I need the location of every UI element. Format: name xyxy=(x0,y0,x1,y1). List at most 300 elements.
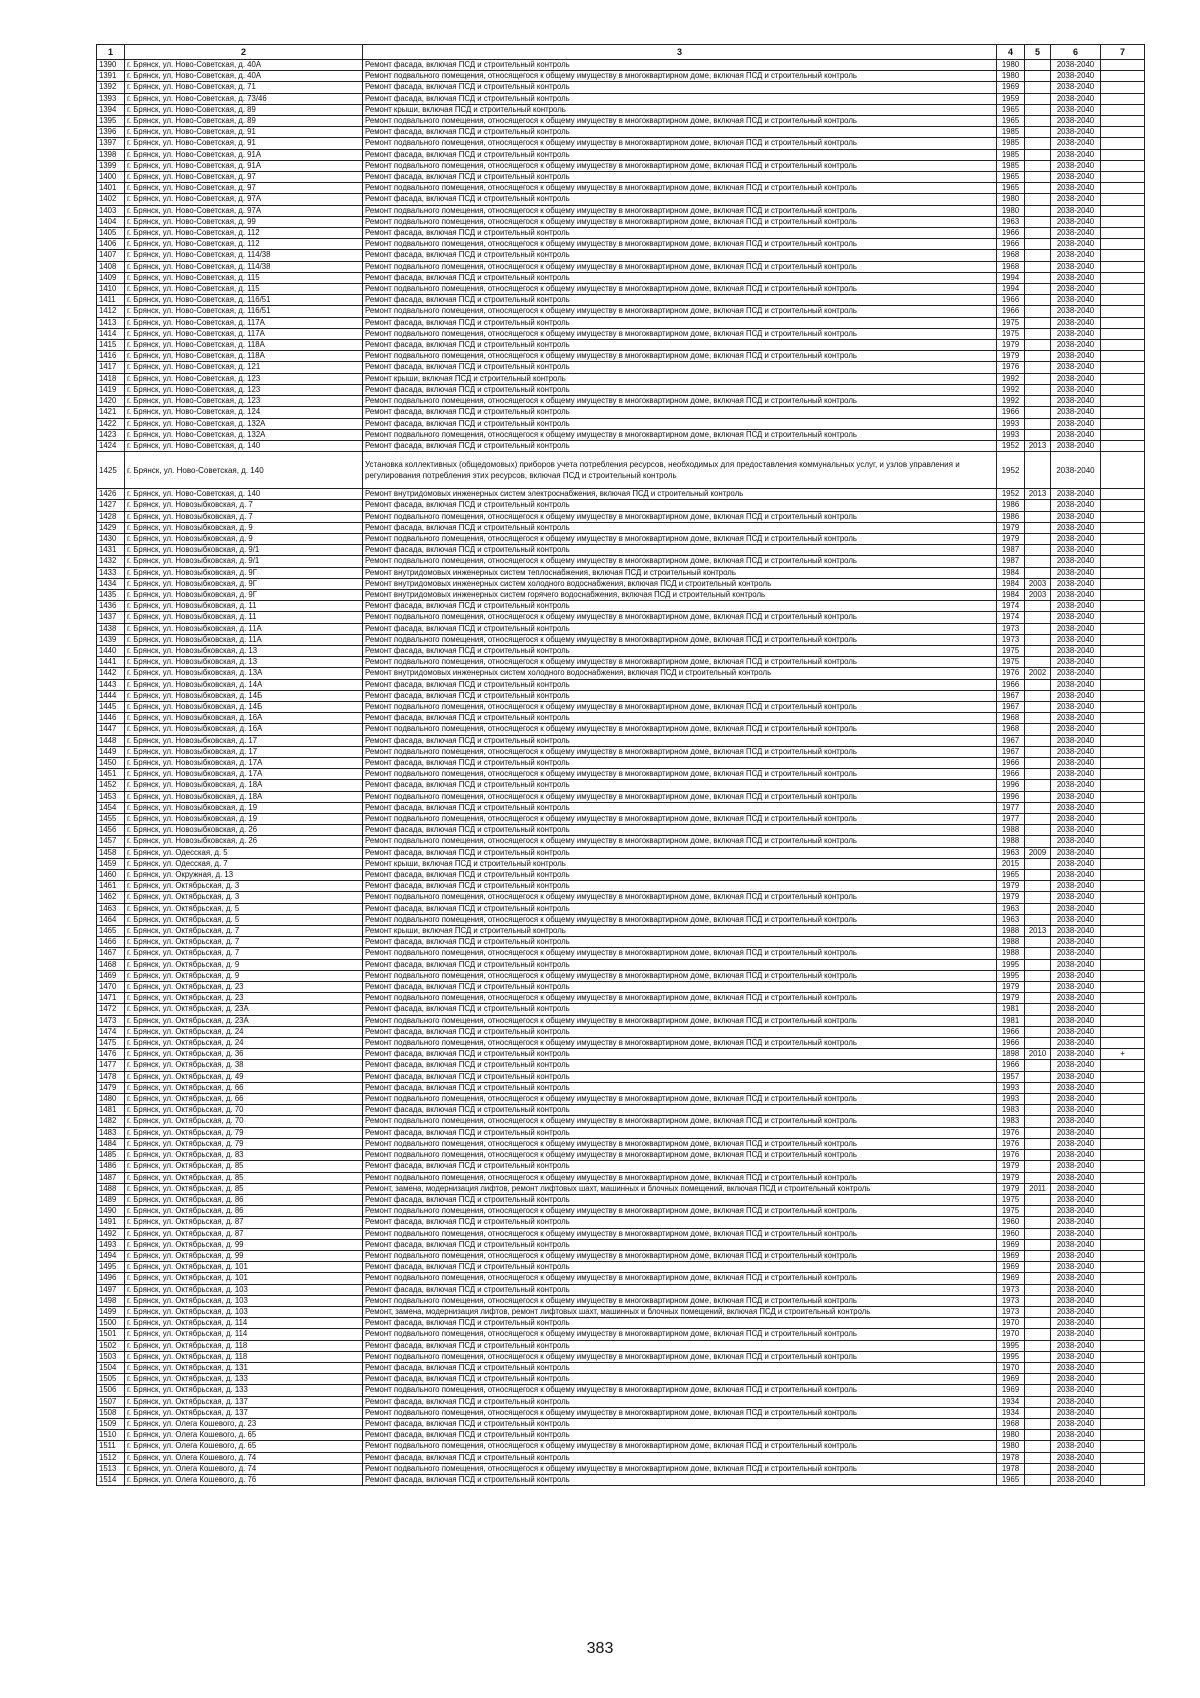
table-row xyxy=(97,1295,1145,1306)
planned-period-cell: 2038-2040 xyxy=(1051,993,1101,1004)
row-number-cell: 1495 xyxy=(97,1262,125,1273)
address-cell: г. Брянск, ул. Новозыбковская, д. 19 xyxy=(125,814,363,825)
row-number-cell: 1483 xyxy=(97,1127,125,1138)
planned-period-cell: 2038-2040 xyxy=(1051,1004,1101,1015)
address-cell: г. Брянск, ул. Октябрьская, д. 49 xyxy=(125,1071,363,1082)
year-built-cell: 1965 xyxy=(997,172,1025,183)
year-built-cell: 1979 xyxy=(997,892,1025,903)
year-built-cell: 1983 xyxy=(997,1116,1025,1127)
mark-cell xyxy=(1101,1306,1145,1317)
row-number-cell: 1440 xyxy=(97,645,125,656)
year-built-cell: 1963 xyxy=(997,914,1025,925)
table-row xyxy=(97,71,1145,82)
row-number-cell: 1493 xyxy=(97,1239,125,1250)
last-repair-year-cell xyxy=(1025,1463,1051,1474)
last-repair-year-cell xyxy=(1025,149,1051,160)
address-cell: г. Брянск, ул. Октябрьская, д. 131 xyxy=(125,1362,363,1373)
year-built-cell: 1973 xyxy=(997,1295,1025,1306)
address-cell: г. Брянск, ул. Ново-Советская, д. 91 xyxy=(125,127,363,138)
row-number-cell: 1470 xyxy=(97,982,125,993)
last-repair-year-cell xyxy=(1025,746,1051,757)
mark-cell xyxy=(1101,589,1145,600)
last-repair-year-cell xyxy=(1025,1194,1051,1205)
work-type-cell: Ремонт подвального помещения, относящегося к общему имуществу в многоквартирном доме, включая ПСД и строительный контроль xyxy=(363,769,997,780)
planned-period-cell: 2038-2040 xyxy=(1051,452,1101,489)
last-repair-year-cell xyxy=(1025,1329,1051,1340)
planned-period-cell: 2038-2040 xyxy=(1051,556,1101,567)
planned-period-cell: 2038-2040 xyxy=(1051,1262,1101,1273)
row-number-cell: 1400 xyxy=(97,172,125,183)
row-number-cell: 1408 xyxy=(97,261,125,272)
year-built-cell: 1977 xyxy=(997,802,1025,813)
address-cell: г. Брянск, ул. Октябрьская, д. 66 xyxy=(125,1082,363,1093)
row-number-cell: 1434 xyxy=(97,578,125,589)
row-number-cell: 1441 xyxy=(97,657,125,668)
year-built-cell: 1976 xyxy=(997,1138,1025,1149)
row-number-cell: 1503 xyxy=(97,1351,125,1362)
work-type-cell: Ремонт подвального помещения, относящегося к общему имуществу в многоквартирном доме, включая ПСД и строительный контроль xyxy=(363,205,997,216)
table-row xyxy=(97,1273,1145,1284)
planned-period-cell: 2038-2040 xyxy=(1051,1094,1101,1105)
address-cell: г. Брянск, ул. Олега Кошевого, д. 65 xyxy=(125,1430,363,1441)
last-repair-year-cell xyxy=(1025,1441,1051,1452)
year-built-cell: 1980 xyxy=(997,205,1025,216)
row-number-cell: 1459 xyxy=(97,858,125,869)
work-type-cell: Ремонт подвального помещения, относящегося к общему имуществу в многоквартирном доме, включая ПСД и строительный контроль xyxy=(363,791,997,802)
address-cell: г. Брянск, ул. Новозыбковская, д. 17А xyxy=(125,757,363,768)
planned-period-cell: 2038-2040 xyxy=(1051,250,1101,261)
last-repair-year-cell xyxy=(1025,1396,1051,1407)
header-col-7: 7 xyxy=(1101,45,1145,60)
address-cell: г. Брянск, ул. Ново-Советская, д. 91А xyxy=(125,149,363,160)
row-number-cell: 1447 xyxy=(97,724,125,735)
planned-period-cell: 2038-2040 xyxy=(1051,418,1101,429)
year-built-cell: 1966 xyxy=(997,407,1025,418)
table-row xyxy=(97,814,1145,825)
year-built-cell: 1995 xyxy=(997,959,1025,970)
work-type-cell: Ремонт фасада, включая ПСД и строительный контроль xyxy=(363,1194,997,1205)
mark-cell xyxy=(1101,1329,1145,1340)
mark-cell xyxy=(1101,556,1145,567)
last-repair-year-cell xyxy=(1025,1295,1051,1306)
year-built-cell: 1969 xyxy=(997,1262,1025,1273)
work-type-cell: Ремонт подвального помещения, относящегося к общему имуществу в многоквартирном доме, включая ПСД и строительный контроль xyxy=(363,1228,997,1239)
last-repair-year-cell xyxy=(1025,1150,1051,1161)
mark-cell xyxy=(1101,418,1145,429)
last-repair-year-cell: 2013 xyxy=(1025,440,1051,451)
planned-period-cell: 2038-2040 xyxy=(1051,1396,1101,1407)
planned-period-cell: 2038-2040 xyxy=(1051,306,1101,317)
work-type-cell: Ремонт фасада, включая ПСД и строительный контроль xyxy=(363,272,997,283)
mark-cell xyxy=(1101,578,1145,589)
mark-cell xyxy=(1101,914,1145,925)
mark-cell xyxy=(1101,239,1145,250)
year-built-cell: 1979 xyxy=(997,982,1025,993)
row-number-cell: 1486 xyxy=(97,1161,125,1172)
planned-period-cell: 2038-2040 xyxy=(1051,657,1101,668)
work-type-cell: Ремонт подвального помещения, относящегося к общему имуществу в многоквартирном доме, включая ПСД и строительный контроль xyxy=(363,1329,997,1340)
year-built-cell: 1952 xyxy=(997,452,1025,489)
address-cell: г. Брянск, ул. Новозыбковская, д. 13А xyxy=(125,668,363,679)
address-cell: г. Брянск, ул. Октябрьская, д. 23 xyxy=(125,993,363,1004)
mark-cell xyxy=(1101,1262,1145,1273)
last-repair-year-cell xyxy=(1025,295,1051,306)
work-type-cell: Ремонт фасада, включая ПСД и строительный контроль xyxy=(363,1284,997,1295)
row-number-cell: 1392 xyxy=(97,82,125,93)
work-type-cell: Ремонт подвального помещения, относящегося к общему имуществу в многоквартирном доме, включая ПСД и строительный контроль xyxy=(363,160,997,171)
table-row xyxy=(97,1340,1145,1351)
table-row xyxy=(97,825,1145,836)
work-type-cell: Ремонт внутридомовых инженерных систем холодного водоснабжения, включая ПСД и строительный контроль xyxy=(363,578,997,589)
year-built-cell: 1969 xyxy=(997,1374,1025,1385)
row-number-cell: 1390 xyxy=(97,60,125,71)
table-row xyxy=(97,769,1145,780)
planned-period-cell: 2038-2040 xyxy=(1051,1038,1101,1049)
table-row xyxy=(97,1407,1145,1418)
address-cell: г. Брянск, ул. Ново-Советская, д. 123 xyxy=(125,396,363,407)
page-number: 383 xyxy=(586,1640,614,1657)
year-built-cell: 1979 xyxy=(997,522,1025,533)
table-row xyxy=(97,1217,1145,1228)
planned-period-cell: 2038-2040 xyxy=(1051,396,1101,407)
planned-period-cell: 2038-2040 xyxy=(1051,149,1101,160)
table-row xyxy=(97,261,1145,272)
planned-period-cell: 2038-2040 xyxy=(1051,970,1101,981)
address-cell: г. Брянск, ул. Октябрьская, д. 137 xyxy=(125,1396,363,1407)
row-number-cell: 1404 xyxy=(97,216,125,227)
last-repair-year-cell xyxy=(1025,780,1051,791)
mark-cell xyxy=(1101,1116,1145,1127)
table-row xyxy=(97,713,1145,724)
work-type-cell: Ремонт подвального помещения, относящегося к общему имуществу в многоквартирном доме, включая ПСД и строительный контроль xyxy=(363,1385,997,1396)
table-row xyxy=(97,340,1145,351)
table-row xyxy=(97,623,1145,634)
planned-period-cell: 2038-2040 xyxy=(1051,1407,1101,1418)
year-built-cell: 1980 xyxy=(997,194,1025,205)
work-type-cell: Ремонт фасада, включая ПСД и строительный контроль xyxy=(363,645,997,656)
work-type-cell: Ремонт подвального помещения, относящегося к общему имуществу в многоквартирном доме, включая ПСД и строительный контроль xyxy=(363,1250,997,1261)
mark-cell xyxy=(1101,724,1145,735)
work-type-cell: Ремонт фасада, включая ПСД и строительный контроль xyxy=(363,780,997,791)
last-repair-year-cell xyxy=(1025,567,1051,578)
planned-period-cell: 2038-2040 xyxy=(1051,679,1101,690)
table-row xyxy=(97,1049,1145,1060)
address-cell: г. Брянск, ул. Октябрьская, д. 87 xyxy=(125,1217,363,1228)
row-number-cell: 1448 xyxy=(97,735,125,746)
work-type-cell: Ремонт подвального помещения, относящегося к общему имуществу в многоквартирном доме, включая ПСД и строительный контроль xyxy=(363,970,997,981)
table-row xyxy=(97,1127,1145,1138)
work-type-cell: Ремонт фасада, включая ПСД и строительный контроль xyxy=(363,60,997,71)
planned-period-cell: 2038-2040 xyxy=(1051,239,1101,250)
work-type-cell: Ремонт фасада, включая ПСД и строительный контроль xyxy=(363,127,997,138)
address-cell: г. Брянск, ул. Октябрьская, д. 9 xyxy=(125,970,363,981)
table-row xyxy=(97,1239,1145,1250)
planned-period-cell: 2038-2040 xyxy=(1051,1026,1101,1037)
table-row xyxy=(97,926,1145,937)
year-built-cell: 1988 xyxy=(997,948,1025,959)
mark-cell xyxy=(1101,362,1145,373)
last-repair-year-cell xyxy=(1025,1060,1051,1071)
address-cell: г. Брянск, ул. Олега Кошевого, д. 65 xyxy=(125,1441,363,1452)
table-row xyxy=(97,1306,1145,1317)
last-repair-year-cell xyxy=(1025,93,1051,104)
work-type-cell: Ремонт фасада, включая ПСД и строительный контроль xyxy=(363,1374,997,1385)
work-type-cell: Ремонт, замена, модернизация лифтов, ремонт лифтовых шахт, машинных и блочных помещений, включая ПСД и строительный контроль xyxy=(363,1183,997,1194)
address-cell: г. Брянск, ул. Олега Кошевого, д. 76 xyxy=(125,1474,363,1485)
mark-cell xyxy=(1101,1295,1145,1306)
planned-period-cell: 2038-2040 xyxy=(1051,881,1101,892)
work-type-cell: Ремонт подвального помещения, относящегося к общему имуществу в многоквартирном доме, включая ПСД и строительный контроль xyxy=(363,1295,997,1306)
row-number-cell: 1473 xyxy=(97,1015,125,1026)
address-cell: г. Брянск, ул. Ново-Советская, д. 132А xyxy=(125,418,363,429)
work-type-cell: Ремонт подвального помещения, относящегося к общему имуществу в многоквартирном доме, включая ПСД и строительный контроль xyxy=(363,1150,997,1161)
year-built-cell: 1984 xyxy=(997,567,1025,578)
row-number-cell: 1424 xyxy=(97,440,125,451)
address-cell: г. Брянск, ул. Октябрьская, д. 103 xyxy=(125,1295,363,1306)
last-repair-year-cell xyxy=(1025,1351,1051,1362)
table-row xyxy=(97,757,1145,768)
year-built-cell: 1979 xyxy=(997,1172,1025,1183)
table-row xyxy=(97,645,1145,656)
address-cell: г. Брянск, ул. Ново-Советская, д. 91А xyxy=(125,160,363,171)
work-type-cell: Ремонт фасада, включая ПСД и строительный контроль xyxy=(363,757,997,768)
row-number-cell: 1417 xyxy=(97,362,125,373)
planned-period-cell: 2038-2040 xyxy=(1051,1105,1101,1116)
planned-period-cell: 2038-2040 xyxy=(1051,116,1101,127)
year-built-cell: 1966 xyxy=(997,306,1025,317)
row-number-cell: 1439 xyxy=(97,634,125,645)
row-number-cell: 1429 xyxy=(97,522,125,533)
last-repair-year-cell xyxy=(1025,1015,1051,1026)
year-built-cell: 1969 xyxy=(997,82,1025,93)
year-built-cell: 1979 xyxy=(997,1183,1025,1194)
mark-cell xyxy=(1101,1385,1145,1396)
table-row xyxy=(97,1374,1145,1385)
year-built-cell: 1966 xyxy=(997,1060,1025,1071)
address-cell: г. Брянск, ул. Ново-Советская, д. 97А xyxy=(125,194,363,205)
work-type-cell: Ремонт подвального помещения, относящегося к общему имуществу в многоквартирном доме, включая ПСД и строительный контроль xyxy=(363,701,997,712)
table-row xyxy=(97,690,1145,701)
last-repair-year-cell xyxy=(1025,71,1051,82)
planned-period-cell: 2038-2040 xyxy=(1051,1430,1101,1441)
last-repair-year-cell xyxy=(1025,194,1051,205)
last-repair-year-cell: 2013 xyxy=(1025,926,1051,937)
year-built-cell: 1968 xyxy=(997,724,1025,735)
last-repair-year-cell xyxy=(1025,522,1051,533)
planned-period-cell: 2038-2040 xyxy=(1051,351,1101,362)
row-number-cell: 1458 xyxy=(97,847,125,858)
year-built-cell: 1970 xyxy=(997,1362,1025,1373)
work-type-cell: Ремонт подвального помещения, относящегося к общему имуществу в многоквартирном доме, включая ПСД и строительный контроль xyxy=(363,634,997,645)
row-number-cell: 1414 xyxy=(97,328,125,339)
table-row xyxy=(97,362,1145,373)
work-type-cell: Ремонт фасада, включая ПСД и строительный контроль xyxy=(363,250,997,261)
mark-cell xyxy=(1101,601,1145,612)
work-type-cell: Ремонт подвального помещения, относящегося к общему имуществу в многоквартирном доме, включая ПСД и строительный контроль xyxy=(363,1441,997,1452)
mark-cell xyxy=(1101,948,1145,959)
mark-cell xyxy=(1101,1318,1145,1329)
row-number-cell: 1406 xyxy=(97,239,125,250)
work-type-cell: Ремонт фасада, включая ПСД и строительный контроль xyxy=(363,937,997,948)
address-cell: г. Брянск, ул. Новозыбковская, д. 13 xyxy=(125,657,363,668)
work-type-cell: Ремонт фасада, включая ПСД и строительный контроль xyxy=(363,1474,997,1485)
mark-cell: + xyxy=(1101,1049,1145,1060)
mark-cell xyxy=(1101,228,1145,239)
mark-cell xyxy=(1101,272,1145,283)
table-row xyxy=(97,937,1145,948)
last-repair-year-cell xyxy=(1025,724,1051,735)
mark-cell xyxy=(1101,205,1145,216)
table-row xyxy=(97,1015,1145,1026)
table-row xyxy=(97,172,1145,183)
table-row xyxy=(97,317,1145,328)
row-number-cell: 1421 xyxy=(97,407,125,418)
work-type-cell: Ремонт крыши, включая ПСД и строительный контроль xyxy=(363,926,997,937)
mark-cell xyxy=(1101,522,1145,533)
table-row xyxy=(97,149,1145,160)
row-number-cell: 1419 xyxy=(97,384,125,395)
year-built-cell: 1979 xyxy=(997,1161,1025,1172)
year-built-cell: 1979 xyxy=(997,351,1025,362)
mark-cell xyxy=(1101,634,1145,645)
address-cell: г. Брянск, ул. Октябрьская, д. 79 xyxy=(125,1138,363,1149)
mark-cell xyxy=(1101,82,1145,93)
table-row xyxy=(97,104,1145,115)
work-type-cell: Ремонт подвального помещения, относящегося к общему имуществу в многоквартирном доме, включая ПСД и строительный контроль xyxy=(363,1172,997,1183)
planned-period-cell: 2038-2040 xyxy=(1051,757,1101,768)
work-type-cell: Ремонт фасада, включая ПСД и строительный контроль xyxy=(363,93,997,104)
last-repair-year-cell xyxy=(1025,82,1051,93)
last-repair-year-cell xyxy=(1025,284,1051,295)
year-built-cell: 1968 xyxy=(997,1418,1025,1429)
planned-period-cell: 2038-2040 xyxy=(1051,1161,1101,1172)
mark-cell xyxy=(1101,500,1145,511)
table-row xyxy=(97,1161,1145,1172)
year-built-cell: 1977 xyxy=(997,814,1025,825)
year-built-cell: 1968 xyxy=(997,713,1025,724)
last-repair-year-cell xyxy=(1025,116,1051,127)
last-repair-year-cell xyxy=(1025,1094,1051,1105)
table-row xyxy=(97,1172,1145,1183)
table-row xyxy=(97,351,1145,362)
mark-cell xyxy=(1101,1038,1145,1049)
last-repair-year-cell xyxy=(1025,948,1051,959)
row-number-cell: 1427 xyxy=(97,500,125,511)
year-built-cell: 1966 xyxy=(997,769,1025,780)
address-cell: г. Брянск, ул. Ново-Советская, д. 97 xyxy=(125,183,363,194)
planned-period-cell: 2038-2040 xyxy=(1051,959,1101,970)
last-repair-year-cell xyxy=(1025,1430,1051,1441)
mark-cell xyxy=(1101,104,1145,115)
row-number-cell: 1491 xyxy=(97,1217,125,1228)
last-repair-year-cell xyxy=(1025,769,1051,780)
year-built-cell: 1975 xyxy=(997,645,1025,656)
work-type-cell: Ремонт, замена, модернизация лифтов, ремонт лифтовых шахт, машинных и блочных помещений, включая ПСД и строительный контроль xyxy=(363,1306,997,1317)
last-repair-year-cell xyxy=(1025,373,1051,384)
work-type-cell: Ремонт подвального помещения, относящегося к общему имуществу в многоквартирном доме, включая ПСД и строительный контроль xyxy=(363,948,997,959)
mark-cell xyxy=(1101,1351,1145,1362)
last-repair-year-cell xyxy=(1025,802,1051,813)
mark-cell xyxy=(1101,545,1145,556)
row-number-cell: 1428 xyxy=(97,511,125,522)
last-repair-year-cell xyxy=(1025,1138,1051,1149)
year-built-cell: 1969 xyxy=(997,1250,1025,1261)
last-repair-year-cell xyxy=(1025,1407,1051,1418)
year-built-cell: 1993 xyxy=(997,429,1025,440)
planned-period-cell: 2038-2040 xyxy=(1051,500,1101,511)
address-cell: г. Брянск, ул. Октябрьская, д. 24 xyxy=(125,1026,363,1037)
year-built-cell: 1968 xyxy=(997,261,1025,272)
planned-period-cell: 2038-2040 xyxy=(1051,1116,1101,1127)
last-repair-year-cell xyxy=(1025,1474,1051,1485)
table-row xyxy=(97,533,1145,544)
work-type-cell: Ремонт фасада, включая ПСД и строительный контроль xyxy=(363,1217,997,1228)
last-repair-year-cell xyxy=(1025,1262,1051,1273)
table-row xyxy=(97,545,1145,556)
last-repair-year-cell: 2009 xyxy=(1025,847,1051,858)
planned-period-cell: 2038-2040 xyxy=(1051,836,1101,847)
address-cell: г. Брянск, ул. Новозыбковская, д. 16А xyxy=(125,724,363,735)
work-type-cell: Ремонт подвального помещения, относящегося к общему имуществу в многоквартирном доме, включая ПСД и строительный контроль xyxy=(363,836,997,847)
table-row xyxy=(97,116,1145,127)
row-number-cell: 1393 xyxy=(97,93,125,104)
table-row xyxy=(97,1116,1145,1127)
last-repair-year-cell xyxy=(1025,1217,1051,1228)
mark-cell xyxy=(1101,1105,1145,1116)
mark-cell xyxy=(1101,489,1145,500)
last-repair-year-cell xyxy=(1025,713,1051,724)
planned-period-cell: 2038-2040 xyxy=(1051,1239,1101,1250)
year-built-cell: 1976 xyxy=(997,1150,1025,1161)
planned-period-cell: 2038-2040 xyxy=(1051,1015,1101,1026)
row-number-cell: 1431 xyxy=(97,545,125,556)
row-number-cell: 1485 xyxy=(97,1150,125,1161)
row-number-cell: 1463 xyxy=(97,903,125,914)
table-row xyxy=(97,1329,1145,1340)
work-type-cell: Ремонт фасада, включая ПСД и строительный контроль xyxy=(363,500,997,511)
year-built-cell: 1965 xyxy=(997,183,1025,194)
mark-cell xyxy=(1101,1060,1145,1071)
mark-cell xyxy=(1101,1094,1145,1105)
address-cell: г. Брянск, ул. Октябрьская, д. 5 xyxy=(125,914,363,925)
address-cell: г. Брянск, ул. Ново-Советская, д. 114/38 xyxy=(125,250,363,261)
last-repair-year-cell xyxy=(1025,1374,1051,1385)
address-cell: г. Брянск, ул. Октябрьская, д. 87 xyxy=(125,1228,363,1239)
row-number-cell: 1454 xyxy=(97,802,125,813)
row-number-cell: 1477 xyxy=(97,1060,125,1071)
address-cell: г. Брянск, ул. Октябрьская, д. 101 xyxy=(125,1273,363,1284)
row-number-cell: 1500 xyxy=(97,1318,125,1329)
last-repair-year-cell xyxy=(1025,205,1051,216)
planned-period-cell: 2038-2040 xyxy=(1051,892,1101,903)
planned-period-cell: 2038-2040 xyxy=(1051,1452,1101,1463)
last-repair-year-cell xyxy=(1025,511,1051,522)
work-type-cell: Ремонт фасада, включая ПСД и строительный контроль xyxy=(363,1239,997,1250)
row-number-cell: 1413 xyxy=(97,317,125,328)
mark-cell xyxy=(1101,1452,1145,1463)
planned-period-cell: 2038-2040 xyxy=(1051,272,1101,283)
address-cell: г. Брянск, ул. Октябрьская, д. 114 xyxy=(125,1329,363,1340)
last-repair-year-cell xyxy=(1025,690,1051,701)
work-type-cell: Ремонт подвального помещения, относящегося к общему имуществу в многоквартирном доме, включая ПСД и строительный контроль xyxy=(363,724,997,735)
address-cell: г. Брянск, ул. Новозыбковская, д. 17 xyxy=(125,735,363,746)
row-number-cell: 1510 xyxy=(97,1430,125,1441)
year-built-cell: 1934 xyxy=(997,1396,1025,1407)
planned-period-cell: 2038-2040 xyxy=(1051,623,1101,634)
year-built-cell: 1974 xyxy=(997,612,1025,623)
mark-cell xyxy=(1101,250,1145,261)
table-row xyxy=(97,1362,1145,1373)
